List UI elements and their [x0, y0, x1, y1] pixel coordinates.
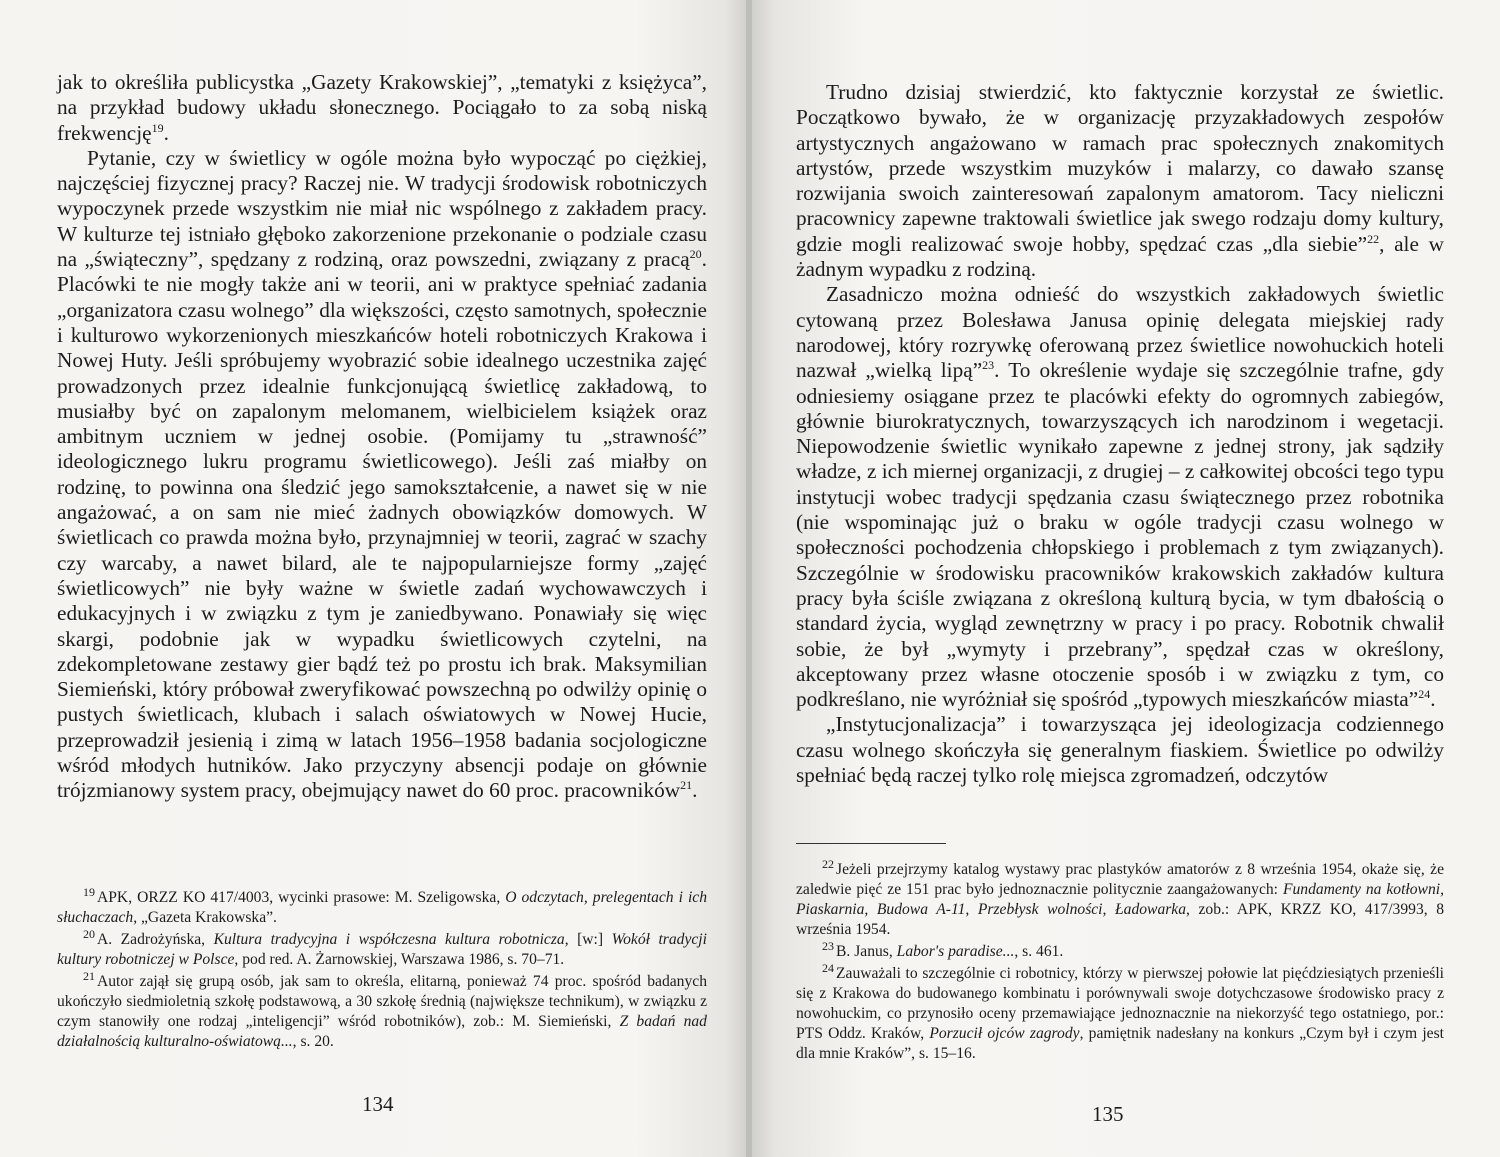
left-page [0, 0, 748, 1157]
footnote-title: Kultura tradycyjna i współczesna kultura robotnicza [213, 931, 565, 948]
paragraph-text: . [692, 778, 698, 803]
footnote-ref[interactable]: 22 [1367, 231, 1380, 246]
footnote-text: , s. 461. [1014, 943, 1064, 960]
paragraph: jak to określiła publicystka „Gazety Krakowskiej”, „tematyki z księżyca”, na przykład budowy układu słonecznego. Pociągało to za sobą niską frekwencję$^{19}$. [57, 70, 707, 145]
paragraph [57, 146, 707, 804]
footnote-text: B. Janus, [836, 943, 897, 960]
footnote-title: Porzucił ojców zagrody [929, 1025, 1080, 1042]
footnote-text: A. Zadrożyńska, [97, 931, 214, 948]
left-body-text [57, 70, 707, 804]
footnote-text: , zob.: APK, KRZZ KO, 417/3993, 8 września 1954. [796, 901, 1444, 938]
page-number: 134 [362, 1092, 394, 1116]
footnote [57, 968, 707, 1052]
paragraph-text: Pytanie, czy w świetlicy w ogóle można było wypocząć po ciężkiej, najczęściej fizycznej pracy? Raczej nie. W tradycji środowisk robotniczych wypoczynek przede wszystkim nie miał nic wspólnego z zakładem pracy. W kulturze tej istniało głęboko zakorzenione przekonanie o podziale czasu na „świąteczny”, spędzany z rodziną, oraz powszedni, związany z pracą [57, 145, 707, 272]
paragraph [796, 712, 1444, 788]
right-footnotes [796, 856, 1445, 1066]
footnote-ref[interactable]: 21 [680, 778, 693, 793]
footnote [57, 884, 707, 928]
paragraph-text: jak to określiła publicystka „Gazety Krakowskiej”, „tematyki z księżyca”, na przykład budowy układu słonecznego. Pociągało to za sobą niską frekwencję [57, 70, 707, 145]
footnote-number: 24 [822, 960, 834, 975]
right-page [752, 0, 1500, 1157]
footnote-number: 21 [83, 968, 95, 983]
footnote-number: 23 [822, 938, 834, 953]
paragraph-text: Trudno dzisiaj stwierdzić, kto faktycznie korzystał ze świetlic. Początkowo bywało, że w organizację przyzakładowych zespołów artystycznych angażowano w ramach prac społecznych znakomitych artystów, przede wszystkim muzyków i malarzy, co dawało szansę rozwijania swoich zainteresowań zapalonym amatorom. Tacy nieliczni pracownicy zapewne traktowali świetlice jak swego rodzaju domy kultury, gdzie mogli realizować swoje hobby, spędzać czas „dla siebie” [796, 80, 1444, 256]
footnote-text: Jeżeli przejrzymy katalog wystawy prac plastyków amatorów z 8 września 1954, okaże się, że zaledwie pięć ze 151 prac było jednoznacznie politycznie zaangażowanych: [796, 861, 1444, 898]
footnote [796, 960, 1445, 1064]
footnote-number: 19 [83, 884, 95, 899]
footnote-title: Fundamenty na kotłowni, Piaskarnia, Budowa A-11, Przebłysk wolności, Ładowarka [796, 881, 1444, 918]
right-body-text [796, 80, 1444, 788]
paragraph [796, 80, 1444, 282]
footnote-text: , pamiętnik nadesłany na konkurs „Czym był i czym jest dla mnie Kraków”, s. 15–16. [796, 1025, 1445, 1062]
footnote-title: Labor's paradise... [896, 943, 1015, 960]
paragraph-text: . To określenie wydaje się szczególnie trafne, gdy odniesiemy osiągane przez te placówki efekty do ogromnych zabiegów, głównie biurokratycznych, towarzyszących ich narodzinom i wegetacji. Niepowodzenie świetlic wynikało zapewne z jednej strony, jak sądziły władze, z ich miernej organizacji, z drugiej – z całkowitej obcości tego typu instytucji wobec tradycji spędzania czasu świątecznego przez robotnika (nie wspominając już o braku w ogóle tradycji czasu wolnego w społeczności pochodzenia chłopskiego i problemach z tym związanych). Szczególnie w środowisku pracowników krakowskich zakładów kultura pracy była ściśle związana z określoną kulturą bycia, w tym dbałością o standard życia, wygląd zewnętrzny w pracy i po pracy. Robotnik chwalił sobie, że był „wymyty i przebrany”, spędzał czas w określony, akceptowany przez własne otoczenie sposób i w związku z tym, co podkreślano, nie wyróżniał się spośród „typowych mieszkańców miasta” [796, 358, 1445, 712]
footnote-ref[interactable]: 19 [151, 120, 164, 135]
footnote-separator [796, 843, 946, 844]
footnote-title: Wokół tradycji kultury robotniczej w Polsce [57, 931, 707, 968]
footnote-text: Zauważali to szczególnie ci robotnicy, którzy w pierwszej połowie lat pięćdziesiątych przenieśli się z Krakowa do budowanego kombinatu i porównywali swoje dotychczasowe środowisko pracy z nowohuckim, co przynosiło oceny przemawiające jednoznacznie na niekorzyść tego ostatniego, por.: PTS Oddz. Kraków, [796, 965, 1444, 1042]
left-footnotes [57, 884, 707, 1054]
footnote [796, 856, 1444, 940]
footnote-title: Z badań nad działalnością kulturalno-oświatową... [57, 1013, 707, 1050]
paragraph-text: . [1430, 687, 1436, 712]
footnote-text: , s. 20. [292, 1033, 334, 1050]
paragraph-text: „Instytucjonalizacja” i towarzysząca jej ideologizacja codziennego czasu wolnego skończyła się generalnym fiaskiem. Świetlice po odwilży spełniać będą raczej tylko rolę miejsca zgromadzeń, odczytów [796, 712, 1444, 788]
paragraph-text: . Placówki te nie mogły także ani w teorii, ani w praktyce spełniać zadania „organizatora czasu wolnego” dla większości, często samotnych, społecznie i kulturowo wykorzenionych mieszkańców hoteli robotniczych Krakowa i Nowej Huty. Jeśli spróbujemy wyobrazić sobie idealnego uczestnika zajęć prowadzonych przez idealnie funkcjonującą świetlicę zakładową, to musiałby być on zapalonym melomanem, wielbicielem książek oraz ambitnym uczniem w jednej osobie. (Pomijamy tu „strawność” ideologicznego lukru programu świetlicowego). Jeśli zaś miałby on rodzinę, to powinna ona śledzić jego samokształcenie, a nawet się w nie angażować, a on sam nie mieć żadnych obowiązków domowych. W świetlicach co prawda można było, przynajmniej w teorii, zagrać w szachy czy warcaby, a nawet bilard, ale te najpopularniejsze formy „zajęć świetlicowych” nie były ważne w świetle zadań wychowawczych i edukacyjnych i w związku z tym je zaniedbywano. Ponawiały się więc skargi, podobnie jak w wypadku świetlicowych czytelni, na zdekompletowane zestawy gier bądź też po prostu ich brak. Maksymilian Siemieński, który próbował zweryfikować powszechną po odwilży opinię o pustych świetlicach, klubach i salach oświatowych w Nowej Hucie, przeprowadził jesienią i zimą w latach 1956–1958 badania socjologiczne wśród młodych hutników. Jako przyczyny absencji podaje on głównie trójzmianowy system pracy, obejmujący nawet do 60 proc. pracowników [57, 247, 707, 803]
paragraph-text: Zasadniczo można odnieść do wszystkich zakładowych świetlic cytowaną przez Bolesława Janusa opinię delegata miejskiej rady narodowej, który rozrywkę oferowaną przez świetlice nowohuckich hoteli nazwał „wielką lipą” [796, 282, 1444, 383]
footnote-text: , pod red. A. Żarnowskiej, Warszawa 1986, s. 70–71. [234, 951, 565, 968]
paragraph [796, 282, 1444, 712]
footnote-text: APK, ORZZ KO 417/4003, wycinki prasowe: M. Szeligowska, [97, 889, 506, 906]
footnote [796, 938, 1444, 962]
paragraph-text: , ale w żadnym wypadku z rodziną. [796, 231, 1444, 282]
footnote-text: Autor zajął się grupą osób, jak sam to określa, elitarną, ponieważ 74 proc. spośród badanych ukończyło siedmioletnią szkołę podstawową, a 30 szkołę średnią (największe technikum), w związku z czym stanowiły one rodzaj „inteligencji” wśród robotników), zob.: M. Siemieński, [57, 973, 707, 1030]
footnote-number: 20 [83, 926, 95, 941]
footnote-title: O odczytach, prelegentach i ich słuchaczach [57, 889, 707, 926]
footnote-text: , [w:] [564, 931, 612, 948]
footnote [57, 926, 707, 970]
page-number: 135 [1092, 1102, 1124, 1126]
footnote-ref[interactable]: 20 [689, 246, 702, 261]
footnote-number: 22 [822, 856, 834, 871]
footnote-text: , „Gazeta Krakowska”. [133, 909, 277, 926]
footnote-ref[interactable]: 23 [982, 358, 995, 373]
footnote-ref[interactable]: 24 [1418, 687, 1431, 702]
